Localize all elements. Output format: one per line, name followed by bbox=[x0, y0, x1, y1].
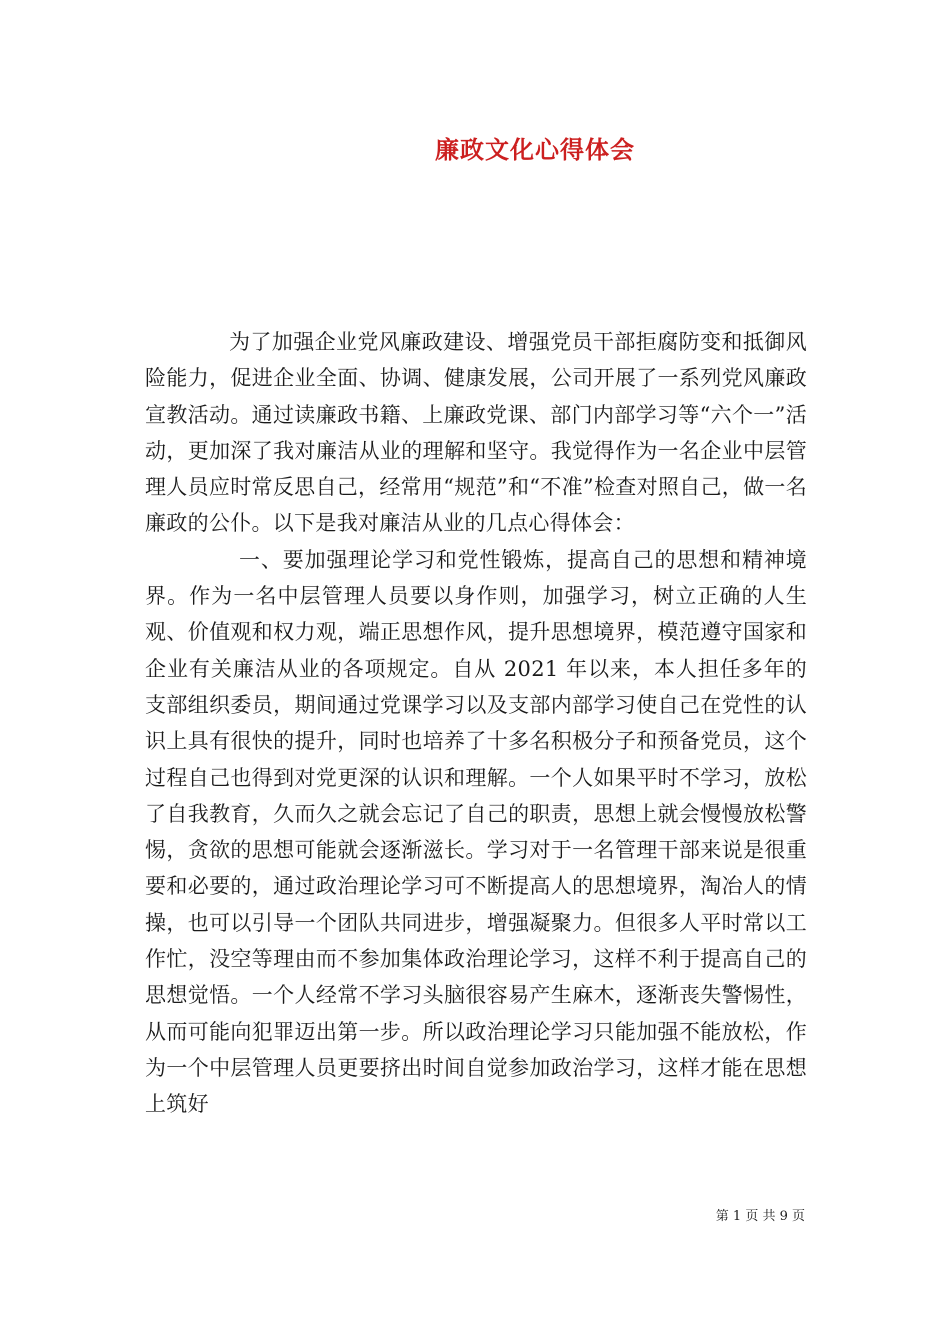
page-number: 第 1 页 共 9 页 bbox=[715, 1209, 805, 1224]
document-body bbox=[145, 324, 807, 1123]
paragraph-intro: 为了加强企业党风廉政建设、增强党员干部拒腐防变和抵御风险能力，促进企业全面、协调、健康发展，公司开展了一系列党风廉政宣教活动。通过读廉政书籍、上廉政党课、部门内部学习等“六个一”活动，更加深了我对廉洁从业的理解和坚守。我觉得作为一名企业中层管理人员应时常反思自己，经常用“规范”和“不准”检查对照自己，做一名廉政的公仆。以下是我对廉洁从业的几点心得体会： bbox=[145, 330, 807, 536]
page-title: 廉政文化心得体会 bbox=[435, 136, 635, 164]
paragraph-section-1: 一、要加强理论学习和党性锻炼，提高自己的思想和精神境界。作为一名中层管理人员要以身作则，加强学习，树立正确的人生观、价值观和权力观，端正思想作风，提升思想境界，模范遵守国家和企业有关廉洁从业的各项规定。自从 2021 年以来，本人担任多年的支部组织委员，期间通过党课学习以及支部内部学习使自己在党性的认识上具有很快的提升，同时也培养了十多名积极分子和预备党员，这个过程自己也得到对党更深的认识和理解。一个人如果平时不学习，放松了自我教育，久而久之就会忘记了自己的职责，思想上就会慢慢放松警惕，贪欲的思想可能就会逐渐滋长。学习对于一名管理干部来说是很重要和必要的，通过政治理论学习可不断提高人的思想境界，淘冶人的情操，也可以引导一个团队共同进步，增强凝聚力。但很多人平时常以工作忙，没空等理由而不参加集体政治理论学习，这样不利于提高自己的思想觉悟。一个人经常不学习头脑很容易产生麻木，逐渐丧失警惕性，从而可能向犯罪迈出第一步。所以政治理论学习只能加强不能放松，作为一个中层管理人员更要挤出时间自觉参加政治学习，这样才能在思想上筑好 bbox=[145, 547, 807, 1117]
